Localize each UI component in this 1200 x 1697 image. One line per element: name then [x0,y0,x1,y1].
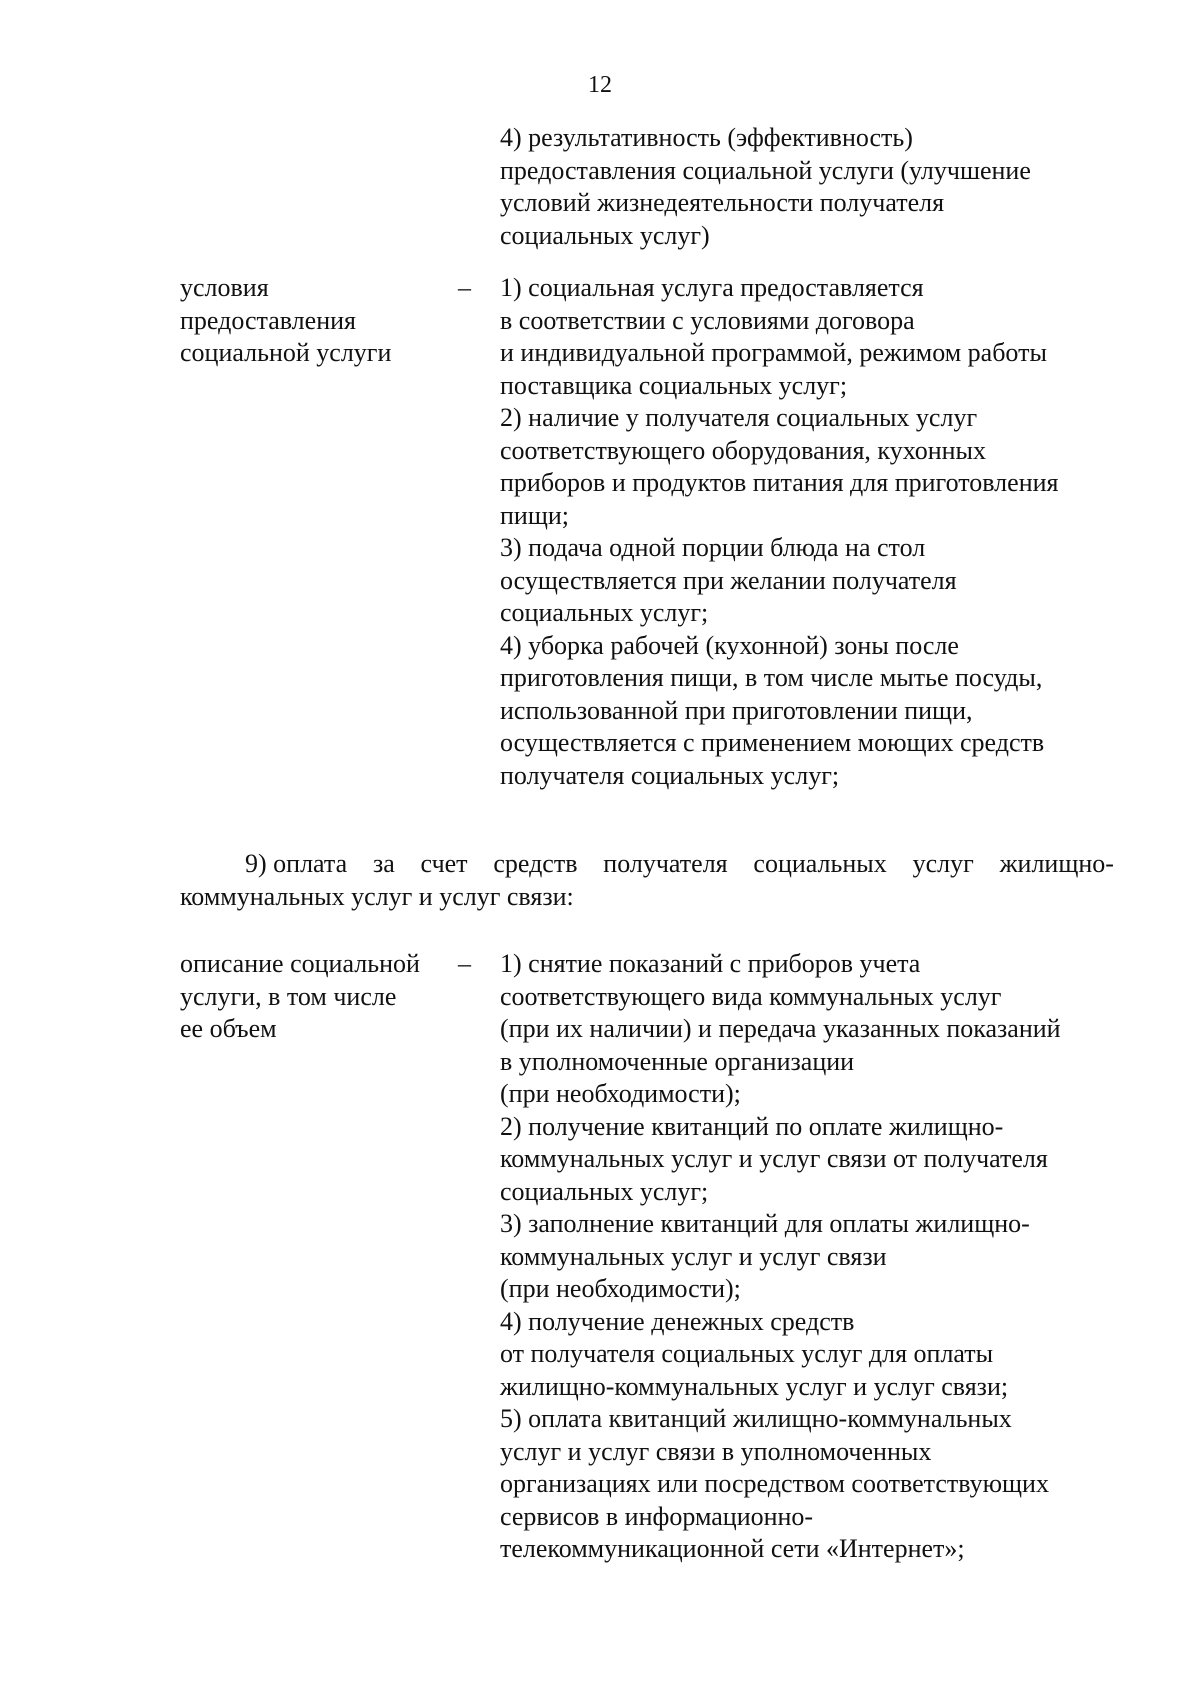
word: жилищно- [999,849,1114,878]
text-line: поставщика социальных услуг; [500,370,848,400]
text-line: условий жизнедеятельности получателя [500,188,945,217]
text-line: жилищно-коммунальных услуг и услуг связи; [500,1371,1009,1401]
text-line: (при необходимости); [500,1274,741,1303]
text-line: в соответствии с условиями договора [500,305,915,335]
label-line: социальной услуги [180,338,392,367]
conditions-dash: – [458,273,471,302]
text-line: от получателя социальных услуг для оплаты [500,1339,994,1368]
text-line: (при необходимости); [500,1079,741,1108]
text-line: коммунальных услуг и услуг связи [500,1241,887,1271]
text-line: и индивидуальной программой, режимом работы [500,338,1047,367]
text-line: 4) результативность (эффективность) [500,123,913,152]
paragraph-9 [180,848,1114,913]
text-line: 2) получение квитанций по оплате жилищно- [500,1111,1004,1141]
text-line: социальных услуг) [500,220,710,250]
word: услуг [912,849,974,878]
text-line: социальных услуг; [500,1176,709,1206]
text-line: социальных услуг; [500,598,709,627]
paragraph-9-second-line: коммунальных услуг и услуг связи: [180,881,574,911]
text-line: 3) подача одной порции блюда на стол [500,533,926,562]
label-line: услуги, в том числе [180,981,397,1011]
word: счет [420,849,468,878]
label-line: условия [180,273,269,302]
word: средств [493,849,578,878]
text-line: 4) уборка рабочей (кухонной) зоны после [500,630,959,660]
description-content [500,948,1140,1566]
label-line: описание социальной [180,949,420,978]
text-line: получателя социальных услуг; [500,760,840,790]
text-line: 1) снятие показаний с приборов учета [500,949,921,978]
text-line: 2) наличие у получателя социальных услуг [500,403,978,432]
text-line: в уполномоченные организации [500,1046,855,1076]
text-line: приборов и продуктов питания для приготовления [500,468,1059,497]
conditions-label [180,272,460,370]
paragraph-9-first-line [180,848,1114,881]
text-line: соответствующего вида коммунальных услуг [500,981,1002,1011]
word: получателя [603,849,728,878]
text-line: пищи; [500,500,569,530]
text-line: коммунальных услуг и услуг связи от получателя [500,1144,1048,1173]
word: за [372,849,395,878]
description-dash: – [458,949,471,978]
text-line: 5) оплата квитанций жилищно-коммунальных [500,1404,1012,1433]
text-line: соответствующего оборудования, кухонных [500,435,987,465]
label-line: ее объем [180,1014,277,1043]
text-line: 3) заполнение квитанций для оплаты жилищно- [500,1209,1030,1238]
text-line: сервисов в информационно- [500,1501,814,1531]
label-line: предоставления [180,305,356,335]
text-line: осуществляется при желании получателя [500,565,957,595]
text-line: организациях или посредством соответствующих [500,1469,1049,1498]
result-effectiveness-block [500,122,1140,252]
text-line: 1) социальная услуга предоставляется [500,273,924,302]
text-line: осуществляется с применением моющих средств [500,728,1045,757]
text-line: телекоммуникационной сети «Интернет»; [500,1534,965,1563]
text-line: услуг и услуг связи в уполномоченных [500,1436,932,1466]
page-number: 12 [588,72,612,98]
text-line: 4) получение денежных средств [500,1306,855,1336]
description-label [180,948,460,1046]
text-line: использованной при приготовлении пищи, [500,695,973,725]
text-line: предоставления социальной услуги (улучшение [500,155,1031,185]
word: 9) оплата [245,849,348,878]
conditions-content [500,272,1140,792]
word: социальных [753,849,887,878]
text-line: приготовления пищи, в том числе мытье посуды, [500,663,1043,692]
text-line: (при их наличии) и передача указанных показаний [500,1014,1061,1043]
